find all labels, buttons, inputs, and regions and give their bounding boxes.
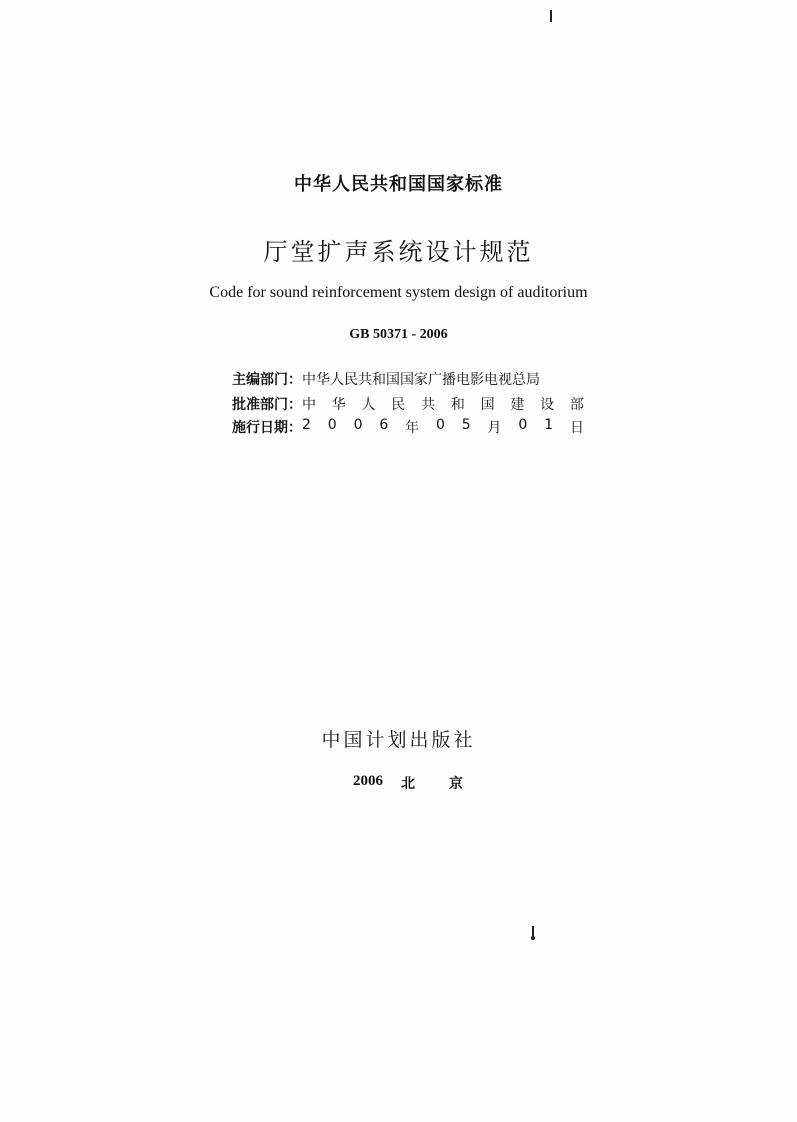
approver-char: 部 <box>569 397 584 413</box>
date-char: 5 <box>461 417 471 433</box>
date-char: 2 <box>302 417 311 433</box>
date-char: 0 <box>435 417 445 433</box>
effective-date-value <box>302 417 584 437</box>
date-char: 日 <box>569 420 584 436</box>
date-char: 月 <box>487 420 502 436</box>
approver-label: 批准部门： <box>232 397 302 413</box>
standard-number: GB 50371 - 2006 <box>349 327 448 342</box>
scan-mark-top <box>550 10 552 22</box>
document-title-english: Code for sound reinforcement system design of auditorium <box>209 284 588 301</box>
approver-char: 共 <box>421 397 436 413</box>
scan-mark-bottom <box>532 926 534 940</box>
publisher-name: 中国计划出版社 <box>321 729 476 751</box>
approver-char: 建 <box>510 397 525 413</box>
approver-row <box>232 394 584 414</box>
standard-type-heading: 中华人民共和国国家标准 <box>294 174 503 195</box>
approver-char: 国 <box>480 397 495 413</box>
publication-place <box>353 773 497 793</box>
approver-char: 设 <box>540 397 555 413</box>
effective-date-row <box>232 417 584 437</box>
effective-date-label: 施行日期： <box>232 420 302 436</box>
publication-city: 北京 <box>401 776 497 792</box>
approver-char: 民 <box>391 397 406 413</box>
date-char: 0 <box>353 417 363 433</box>
approver-value <box>302 394 584 414</box>
editor-row <box>232 369 584 389</box>
approver-char: 和 <box>450 397 465 413</box>
date-char: 6 <box>379 417 389 433</box>
approver-char: 华 <box>331 397 346 413</box>
approver-char: 人 <box>361 397 376 413</box>
document-title-chinese: 厅堂扩声系统设计规范 <box>263 238 534 266</box>
date-char: 年 <box>405 420 420 436</box>
approver-char: 中 <box>302 397 316 413</box>
date-char: 0 <box>327 417 337 433</box>
publication-year: 2006 <box>353 773 383 789</box>
editor-label: 主编部门： <box>232 372 302 388</box>
editor-value: 中华人民共和国国家广播电影电视总局 <box>302 372 540 388</box>
date-char: 1 <box>544 417 554 433</box>
date-char: 0 <box>518 417 528 433</box>
